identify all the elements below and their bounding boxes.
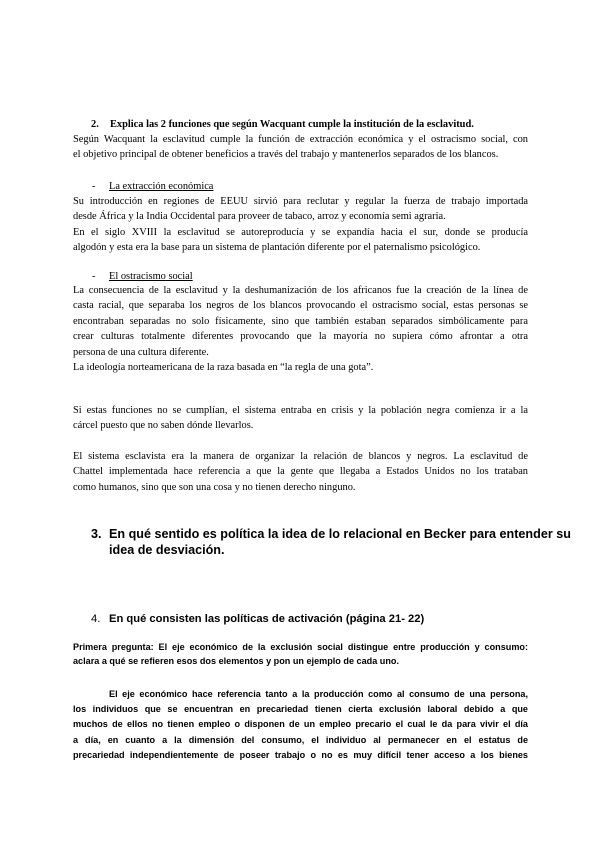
paragraph-line: Según Wacquant la esclavitud cumple la función de extracción económica y el ostracismo social, con: [73, 134, 528, 145]
social-ostracism-text: [73, 283, 528, 375]
bullet-title: La extracción económica: [109, 181, 214, 192]
section-2-intro: [73, 132, 528, 163]
section-3-number: 3.: [91, 527, 102, 541]
answer-line: los individuos que se encuentran en precariedad tienen cierta exclusión laboral debido a que: [73, 704, 528, 715]
paragraph-line: desde África y la India Occidental para proveer de tabaco, arroz y economía semi agraria.: [73, 211, 446, 223]
section-3-heading: [91, 526, 571, 558]
crisis-paragraph: [73, 403, 528, 434]
question-line: Primera pregunta: El eje económico de la exclusión social distingue entre producción y consumo:: [73, 642, 528, 652]
paragraph-line: algodón y esta era la base para un sistema de plantación diferente por el paternalismo psicológico.: [73, 242, 481, 254]
section-4-number: 4.: [91, 613, 101, 625]
paragraph-line: el objetivo principal de obtener beneficios a través del trabajo y mantenerlos separados de los blancos.: [73, 149, 499, 161]
bullet-dash: -: [92, 271, 96, 282]
question-line: aclara a qué se refieren esos dos elementos y pon un ejemplo de cada uno.: [73, 656, 399, 667]
paragraph-line: Chattel implementada hace referencia a que la gente que llegaba a Estados Unidos no los trataban: [73, 466, 528, 478]
first-question: [73, 640, 528, 669]
section-4-heading: [91, 613, 424, 625]
first-answer: [73, 687, 528, 763]
paragraph-line: La consecuencia de la esclavitud y la deshumanización de los africanos fue la creación de la línea de: [73, 285, 528, 296]
paragraph-line: como humanos, sino que son una cosa y no tienen derecho ninguno.: [73, 481, 356, 493]
paragraph-line: encontraban separadas no solo físicamente, sino que también estaban separados simbólicamente para: [73, 315, 528, 327]
answer-line: precariedad independientemente de poseer trabajo o no es muy difícil tener acceso a los bienes: [73, 749, 528, 760]
section-4-title: En qué consisten las políticas de activación (página 21- 22): [109, 613, 425, 625]
bullet-dash: -: [92, 181, 96, 192]
paragraph-line: Si estas funciones no se cumplían, el sistema entraba en crisis y la población negra comienza ir a la: [73, 405, 528, 416]
paragraph-line: casta racial, que separaba los negros de los blancos provocando el ostracismo social, estas personas se: [73, 300, 528, 312]
section-3-title-line1: En qué sentido es política la idea de lo relacional en Becker para entender su: [109, 527, 571, 541]
section-2-heading: [91, 117, 474, 132]
paragraph-line: El sistema esclavista era la manera de organizar la relación de blancos y negros. La esclavitud de: [73, 451, 528, 462]
answer-line: muchos de ellos no tienen empleo o disponen de un empleo precario el cual le da para vivir el día: [73, 719, 528, 730]
paragraph-line: En el siglo XVIII la esclavitud se autoreproducía y se expandía hacia el sur, donde se producía: [73, 226, 528, 238]
bullet-economic-extraction: [92, 179, 213, 194]
section-2-number: 2.: [91, 119, 99, 130]
paragraph-line: La ideología norteamericana de la raza basada en “la regla de una gota”.: [73, 362, 374, 374]
paragraph-line: cárcel puesto que no saben dónde llevarlos.: [73, 420, 254, 432]
economic-extraction-text: [73, 194, 528, 256]
section-2-title: Explica las 2 funciones que según Wacquant cumple la institución de la esclavitud.: [110, 119, 474, 130]
bullet-title: El ostracismo social: [109, 271, 193, 282]
paragraph-line: persona de una cultura diferente.: [73, 346, 209, 358]
chattel-paragraph: [73, 449, 528, 495]
paragraph-line: Su introducción en regiones de EEUU sirvió para reclutar y regular la fuerza de trabajo importada: [73, 196, 528, 207]
answer-line: El eje económico hace referencia tanto a la producción como al consumo de una persona,: [109, 689, 528, 699]
section-3-title-line2: idea de desviación.: [109, 543, 225, 557]
answer-line: a día, en cuanto a la dimensión del consumo, el individuo al permanecer en el estatus de: [73, 734, 528, 745]
paragraph-line: crear culturas totalmente diferentes provocando que la mayoría no supiera cómo afrontar a otra: [73, 331, 528, 343]
